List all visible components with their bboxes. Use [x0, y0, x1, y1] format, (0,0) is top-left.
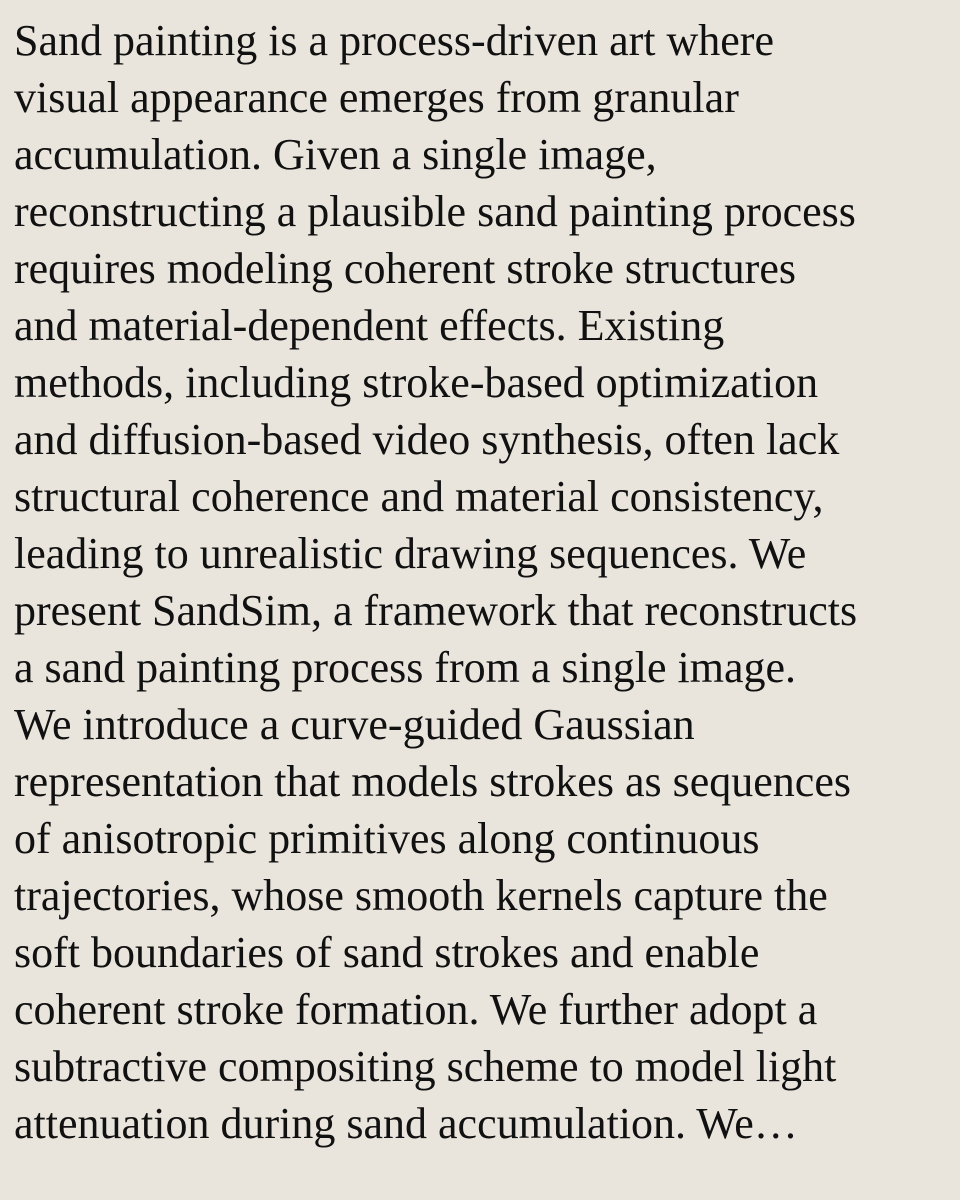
abstract-line: representation that models strokes as sequences	[14, 757, 851, 806]
abstract-line: accumulation. Given a single image,	[14, 130, 657, 179]
abstract-line: a sand painting process from a single image.	[14, 643, 797, 692]
abstract-line: structural coherence and material consistency,	[14, 472, 824, 521]
abstract-line: trajectories, whose smooth kernels capture the	[14, 871, 828, 920]
abstract-line: visual appearance emerges from granular	[14, 73, 739, 122]
abstract-line: requires modeling coherent stroke structures	[14, 244, 796, 293]
abstract-line: attenuation during sand accumulation. We…	[14, 1099, 798, 1148]
abstract-line: reconstructing a plausible sand painting process	[14, 187, 856, 236]
abstract-line: soft boundaries of sand strokes and enable	[14, 928, 760, 977]
abstract-line: present SandSim, a framework that reconstructs	[14, 586, 858, 635]
abstract-line: and material-dependent effects. Existing	[14, 301, 725, 350]
abstract-text	[14, 12, 950, 1152]
abstract-line: and diffusion-based video synthesis, often lack	[14, 415, 840, 464]
abstract-line: subtractive compositing scheme to model light	[14, 1042, 837, 1091]
abstract-line: leading to unrealistic drawing sequences. We	[14, 529, 807, 578]
abstract-line: of anisotropic primitives along continuous	[14, 814, 760, 863]
abstract-line: methods, including stroke-based optimization	[14, 358, 819, 407]
abstract-line: coherent stroke formation. We further adopt a	[14, 985, 818, 1034]
abstract-line: We introduce a curve-guided Gaussian	[14, 700, 695, 749]
abstract-line: Sand painting is a process-driven art where	[14, 16, 774, 65]
